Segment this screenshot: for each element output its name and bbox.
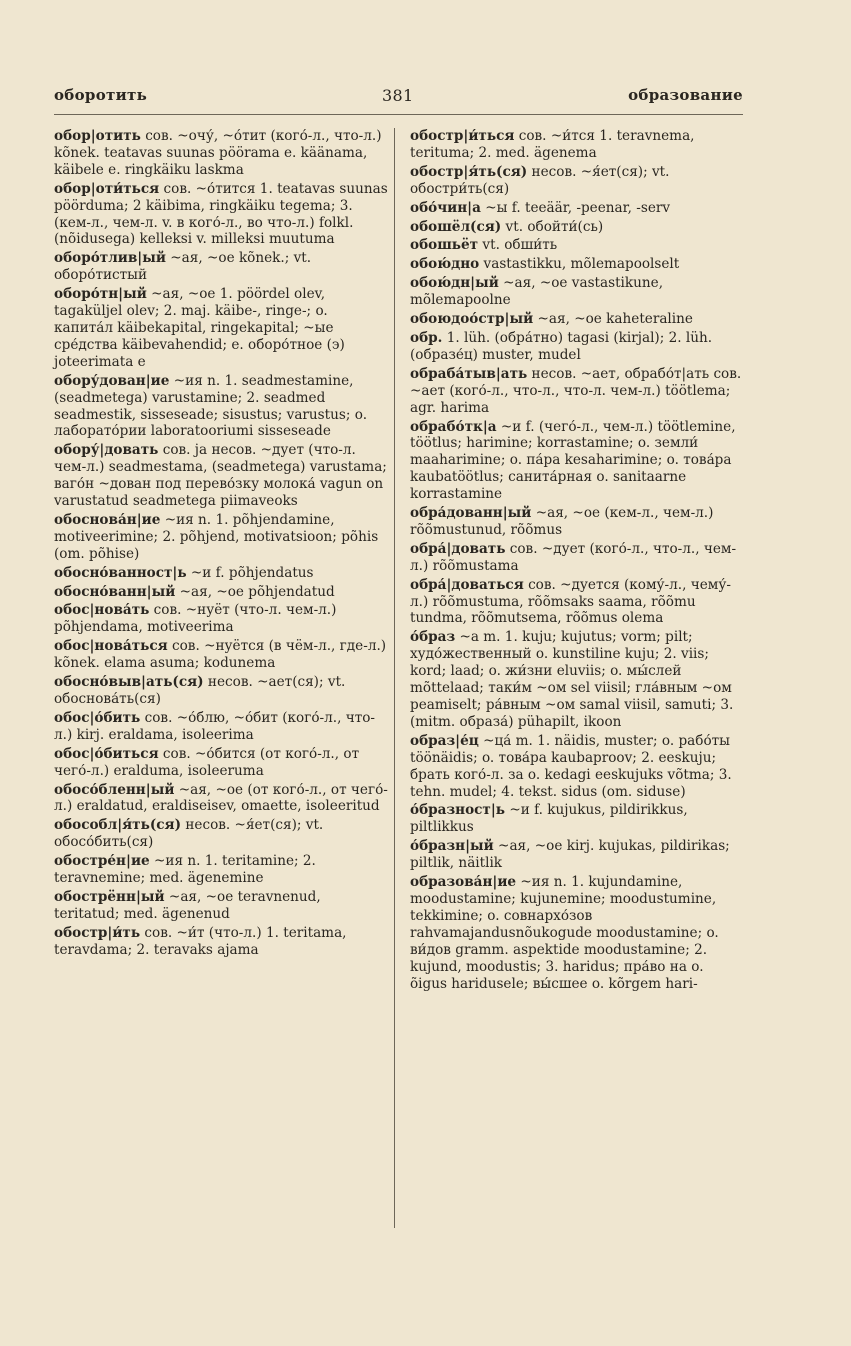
entry-definition: ~а m. 1. kuju; kujutus; vorm; pilt; худо́жественный o. kunstiline kuju; 2. viis; kord; laad; o. жи́зни eluviis; o. мы́слей mõttelaad; таки́м ~ом sel viisil; гла́вным ~ом peamiselt; ра́вным ~ом samal viisil, samuti; 3. (mitm. образа́) pühapilt, ikoon: [410, 629, 734, 730]
entry-headword: обособл|я́ть(ся): [54, 817, 182, 834]
entry-definition: ~ая, ~ое vastastikune, mõlemapoolne: [410, 275, 664, 309]
dictionary-entry: [54, 373, 388, 441]
entry-definition: ~ая, ~ое kirj. kujukas, pildirikas; piltlik, näitlik: [410, 838, 730, 872]
dictionary-entry: [410, 237, 744, 254]
entry-definition: ~ая, ~ое (от кого́-л., от чего́-л.) eraldatud, eraldiseisev, omaette, isoleeritud: [54, 781, 388, 815]
entry-definition: сов. ~очу́, ~о́тит (кого́-л., что-л.) kõnek. teatavas suunas pöörama e. käänama, käibele e. ringkäiku laskma: [54, 128, 382, 178]
entry-headword: о́бразност|ь: [410, 802, 506, 819]
entry-headword: обостре́н|ие: [54, 853, 150, 870]
dictionary-entry: [54, 512, 388, 563]
entry-headword: обору́|довать: [54, 442, 159, 459]
entry-definition: сов. ~дуется (кому́-л., чему́-л.) rõõmustuma, rõõmsaks saama, rõõmu tundma, rõõmutsema, rõõmus olema: [410, 576, 731, 627]
dictionary-entry: [54, 128, 388, 179]
dictionary-entry: [54, 584, 388, 601]
entry-headword: обос|о́бить: [54, 709, 141, 726]
entry-headword: обоюдоо́стр|ый: [410, 311, 534, 328]
entry-definition: несов. ~ает, обрабо́т|ать сов. ~ает (кого́-л., что-л., что-л. чем-л.) töötlema; agr. harima: [410, 365, 742, 416]
entry-headword: обосо́бленн|ый: [54, 781, 175, 798]
dictionary-entry: [410, 275, 744, 309]
dictionary-entry: [410, 419, 744, 504]
entry-definition: ~ая, ~ое (кем-л., чем-л.) rõõmustunud, rõõmus: [410, 505, 714, 538]
dictionary-entry: [54, 602, 388, 636]
entry-definition: ~ая, ~ое kaheteraline: [533, 311, 693, 328]
dictionary-entry: [54, 746, 388, 780]
page-number: 381: [382, 86, 414, 105]
entry-headword: о́бразн|ый: [410, 838, 494, 855]
right-guide-word: образование: [628, 86, 743, 104]
entry-definition: vt. обойти́(сь): [501, 218, 604, 235]
entry-headword: обор|оти́ться: [54, 180, 160, 197]
entry-definition: ~и f. kujukus, pildirikkus, piltlikkus: [410, 802, 688, 836]
entry-headword: обра́дованн|ый: [410, 505, 532, 522]
dictionary-entry: [54, 442, 388, 510]
entry-headword: образова́н|ие: [410, 874, 517, 891]
left-column: [54, 128, 388, 961]
dictionary-entry: [54, 889, 388, 923]
entry-definition: ~ая, ~ое teravnenud, teritatud; med. ägenenud: [54, 888, 321, 922]
dictionary-entry: [54, 250, 388, 284]
dictionary-entry: [410, 200, 744, 217]
entry-headword: обос|нова́ться: [54, 638, 168, 655]
entry-headword: обострённ|ый: [54, 888, 165, 905]
entry-definition: ~ия n. 1. kujundamine, moodustamine; kujunemine; moodustumine, tekkimine; o. совнархо́зов rahvamajandusnõukogude moodustamine; o. ви́дов gramm. aspektide moodustamine; 2. kujund, moodustis; 3. haridus; пра́во на o. õigus haridusele; вы́сшее o. kõrgem hari-: [410, 874, 719, 992]
entry-definition: ~ия n. 1. seadmestamine, (seadmetega) varustamine; 2. seadmed seadmestik, sisseseade; sisustus; varustus; o. лаборато́рии laboratooriumi sisseseade: [54, 372, 368, 440]
dictionary-entry: [54, 565, 388, 582]
entry-headword: обою́дн|ый: [410, 275, 499, 292]
entry-headword: образ|е́ц: [410, 732, 479, 749]
entry-definition: ~и f. (чего́-л., чем-л.) töötlemine, töötlus; harimine; korrastamine; o. земли́ maaharimine; o. па́ра kesaharimine; o. това́ра kaubatöötlus; санита́рная o. sanitaarne korrastamine: [410, 418, 736, 503]
entry-headword: обос|о́биться: [54, 745, 159, 762]
entry-definition: сов. ~о́тится 1. teatavas suunas pöörduma; 2 käibima, ringkäiku tegema; 3. (кем-л., чем-л. v. в кого́-л., во что-л.) folkl. (nõidusega) kelleksi v. milleksi muutuma: [54, 180, 388, 248]
dictionary-entry: [410, 128, 744, 162]
dictionary-entry: [410, 838, 744, 872]
dictionary-entry: [54, 782, 388, 816]
dictionary-entry: [410, 311, 744, 328]
entry-definition: ~и f. põhjendatus: [186, 564, 314, 581]
entry-headword: оборо́тлив|ый: [54, 250, 166, 267]
dictionary-entry: [410, 366, 744, 417]
dictionary-entry: [410, 733, 744, 801]
dictionary-entry: [410, 541, 744, 575]
entry-headword: обраба́тыв|ать: [410, 365, 528, 382]
entry-definition: несов. ~я́ет(ся); vt. обосо́бить(ся): [54, 817, 324, 851]
entry-headword: обор|отить: [54, 128, 141, 144]
entry-definition: ~ия n. 1. teritamine; 2. teravnemine; med. ägenemine: [54, 853, 316, 887]
dictionary-entry: [410, 219, 744, 236]
entry-headword: обосно́выв|ать(ся): [54, 674, 204, 691]
dictionary-entry: [54, 817, 388, 851]
entry-definition: сов. ~и́т (что-л.) 1. teritama, teravdama; 2. teravaks ajama: [54, 924, 347, 958]
entry-headword: обос|нова́ть: [54, 602, 150, 619]
entry-definition: ~ая, ~ое põhjendatud: [175, 583, 335, 600]
dictionary-entry: [54, 638, 388, 672]
entry-definition: ~ца́ m. 1. näidis, muster; o. рабо́ты töönäidis; o. това́ра kaubaproov; 2. eeskuju; брать кого́-л. за o. kedagi eeskujuks võtma; 3. tehn. mudel; 4. tekst. sidus (om. siduse): [410, 732, 732, 800]
entry-headword: обрабо́тк|а: [410, 418, 497, 435]
dictionary-entry: [410, 874, 744, 992]
entry-definition: 1. lüh. (обра́тно) tagasi (kirjal); 2. lüh. (образе́ц) muster, mudel: [410, 329, 713, 363]
entry-headword: обосно́ванн|ый: [54, 583, 176, 600]
dictionary-entry: [54, 710, 388, 744]
dictionary-entry: [410, 802, 744, 836]
dictionary-entry: [54, 674, 388, 708]
dictionary-entry: [54, 853, 388, 887]
entry-headword: обоснова́н|ие: [54, 511, 161, 528]
entry-headword: обра́|довать: [410, 540, 506, 557]
entry-headword: обо́чин|а: [410, 199, 481, 216]
entry-headword: обошьёт: [410, 237, 479, 254]
entry-headword: обостр|я́ть(ся): [410, 163, 528, 180]
entry-headword: обостр|и́ться: [410, 128, 515, 144]
dictionary-entry: [410, 164, 744, 198]
entry-definition: сов. ~о́бится (от кого́-л., от чего́-л.) eralduma, isoleeruma: [54, 745, 360, 779]
column-divider: [394, 128, 395, 1228]
entry-headword: оборо́тн|ый: [54, 286, 147, 303]
dictionary-entry: [410, 330, 744, 364]
entry-headword: о́браз: [410, 629, 456, 646]
entry-headword: обра́|доваться: [410, 576, 524, 593]
entry-definition: сов. ~нуётся (в чём-л., где-л.) kõnek. elama asuma; kodunema: [54, 638, 387, 672]
entry-definition: vt. обши́ть: [478, 237, 558, 254]
dictionary-entry: [410, 505, 744, 539]
dictionary-entry: [54, 286, 388, 371]
entry-definition: ~ия n. 1. põhjendamine, motiveerimine; 2. põhjend, motivatsioon; põhis (om. põhise): [54, 511, 379, 562]
entry-definition: сов. ja несов. ~дует (что-л. чем-л.) seadmestama, (seadmetega) varustama; ваго́н ~дован под перево́зку молока́ vagun on varustatud seadmetega piimaveoks: [54, 442, 387, 510]
entry-definition: сов. ~дует (кого́-л., что-л., чем-л.) rõõmustama: [410, 540, 737, 574]
entry-headword: обою́дно: [410, 256, 480, 273]
entry-headword: обосно́ванност|ь: [54, 564, 187, 581]
left-guide-word: оборотить: [54, 86, 148, 104]
entry-definition: сов. ~о́блю, ~о́бит (кого́-л., что-л.) kirj. eraldama, isoleerima: [54, 709, 376, 743]
entry-definition: несов. ~я́ет(ся); vt. обостри́ть(ся): [410, 163, 670, 197]
entry-definition: сов. ~и́тся 1. teravnema, terituma; 2. med. ägenema: [410, 128, 695, 161]
entry-headword: обору́дован|ие: [54, 372, 170, 389]
entry-definition: ~ая, ~ое kõnek.; vt. оборо́тистый: [54, 250, 312, 284]
entry-definition: сов. ~нуёт (что-л. чем-л.) põhjendama, motiveerima: [54, 602, 337, 636]
entry-headword: обошёл(ся): [410, 218, 502, 235]
right-column: [410, 128, 744, 994]
entry-headword: обостр|и́ть: [54, 924, 141, 941]
entry-definition: vastastikku, mõlemapoolselt: [479, 256, 680, 273]
dictionary-entry: [54, 181, 388, 249]
dictionary-entry: [54, 925, 388, 959]
header-rule: [54, 114, 743, 115]
dictionary-entry: [410, 629, 744, 730]
dictionary-entry: [410, 577, 744, 628]
entry-definition: несов. ~ает(ся); vt. обоснова́ть(ся): [54, 674, 346, 707]
entry-definition: ~ая, ~ое 1. pöördel olev, tagaküljel olev; 2. maj. käibe-, ringe-; o. капита́л käibekapital, ringekapital; ~ые сре́дства käibevahendid; e. оборо́тное (э) joteerimata e: [54, 286, 345, 370]
entry-definition: ~ы f. teeäär, -peenar, -serv: [480, 199, 671, 216]
entry-headword: обр.: [410, 329, 443, 346]
dictionary-entry: [410, 256, 744, 273]
